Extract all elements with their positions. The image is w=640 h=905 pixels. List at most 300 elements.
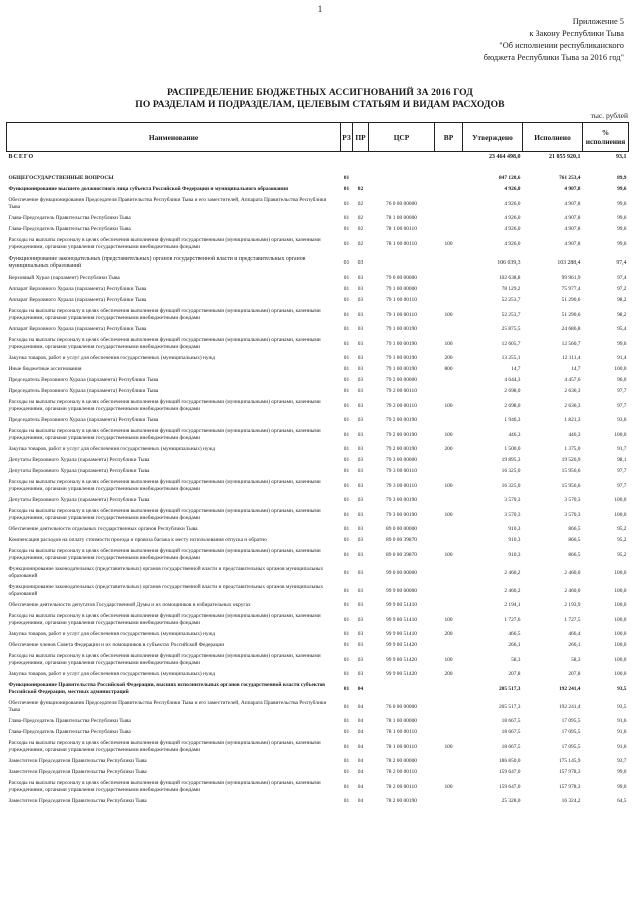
cell-csr: 99 9 00 51410	[386, 602, 417, 608]
cell-approved: 2 460,2	[504, 569, 521, 576]
cell-csr: 78 2 00 00000	[386, 758, 417, 764]
cell-csr: 78 1 00 00000	[386, 215, 417, 221]
cell-rz: 01	[343, 743, 350, 750]
header-vr: ВР	[435, 123, 463, 152]
cell-executed: 1 375,0	[564, 446, 581, 452]
cell-rz: 01	[343, 703, 350, 710]
cell-name: Депутаты Верховного Хурала (парламента) Республики Тыва	[8, 468, 150, 474]
table-row	[7, 600, 629, 611]
cell-pr: 04	[357, 703, 364, 710]
cell-name: Функционирование законодательных (представительных) органов государственной власти и представительных органов муниципальных образований	[8, 256, 306, 269]
cell-vr	[435, 767, 463, 778]
table-row	[7, 698, 629, 716]
table-row	[7, 273, 629, 284]
table-row	[7, 184, 629, 195]
cell-executed: 157 978,3	[558, 783, 581, 790]
cell-csr	[369, 253, 435, 273]
cell-pr: 03	[357, 631, 364, 637]
table-row	[7, 629, 629, 640]
cell-approved: 16 325,0	[501, 468, 521, 474]
cell-approved: 2 698,0	[504, 402, 521, 409]
cell-pr: 03	[357, 497, 364, 503]
cell-executed: 4 907,8	[564, 215, 581, 221]
cell-name: ОБЩЕГОСУДАРСТВЕННЫЕ ВОПРОСЫ	[8, 175, 114, 181]
cell-pr: 03	[357, 656, 364, 663]
cell-name: Аппарат Верховного Хурала (парламента) Республики Тыва	[8, 286, 147, 292]
table-row	[7, 284, 629, 295]
cell-vr	[435, 173, 463, 184]
cell-approved: 58,3	[511, 656, 521, 663]
header-csr: ЦСР	[369, 123, 435, 152]
cell-csr: 78 1 00 00110	[386, 729, 417, 735]
cell-approved: 2 460,2	[504, 587, 521, 594]
appendix-header	[484, 16, 624, 64]
cell-pr: 03	[357, 366, 364, 372]
cell-rz: 01	[343, 366, 350, 372]
cell-executed: 207,8	[568, 671, 581, 677]
cell-executed: 17 095,5	[561, 729, 581, 735]
cell-name: Обеспечение функционирования Председателя Правительства Республики Тыва и его заместителей, Аппарата Правительства Республики Тыва	[8, 700, 327, 713]
cell-csr: 99 0 00 00000	[386, 569, 417, 576]
cell-pr: 03	[357, 537, 364, 543]
cell-vr: 100	[444, 616, 453, 623]
cell-name: Функционирование высшего должностного лица субъекта Российской Федерации и муниципального образования	[8, 186, 289, 192]
cell-pr: 04	[357, 718, 364, 724]
cell-name: Иные бюджетные ассигнования	[8, 366, 82, 372]
cell-vr: 100	[444, 551, 453, 558]
cell-rz: 01	[343, 511, 350, 518]
cell-percent: 100,0	[614, 671, 627, 677]
cell-executed: 21 855 920,1	[549, 154, 581, 160]
cell-approved: 18 667,5	[501, 743, 521, 750]
cell-percent: 97,2	[617, 286, 627, 292]
cell-pr: 03	[357, 551, 364, 558]
cell-pr	[353, 173, 369, 184]
cell-csr: 76 0 00 00000	[386, 200, 417, 207]
cell-name: Глава-Председатель Правительства Республики Тыва	[8, 215, 131, 221]
cell-executed: 446,3	[568, 431, 581, 438]
cell-approved: 18 667,5	[501, 718, 521, 724]
header-approved: Утверждено	[463, 123, 523, 152]
cell-rz: 01	[343, 240, 350, 247]
cell-executed: 266,1	[568, 642, 581, 648]
cell-name: Расходы на выплаты персоналу в целях обеспечения выполнения функций государственными (муниципальными) органами, казенными учреждениями, органами управления государственными внебюджетными фондами	[8, 337, 321, 350]
cell-pr: 03	[357, 355, 364, 361]
cell-rz: 01	[343, 798, 350, 804]
cell-vr	[435, 600, 463, 611]
cell-executed: 3 570,3	[564, 511, 581, 518]
cell-percent: 99,6	[617, 240, 627, 247]
cell-percent: 98,2	[617, 297, 627, 303]
cell-name: Расходы на выплаты персоналу в целях обеспечения выполнения функций государственными (муниципальными) органами, казенными учреждениями, органами управления государственными внебюджетными фондами	[8, 428, 321, 441]
cell-executed: 2 193,9	[564, 602, 581, 608]
table-row	[7, 495, 629, 506]
cell-executed: 1 821,3	[564, 417, 581, 423]
cell-approved: 446,3	[508, 431, 521, 438]
cell-approved: 2 698,0	[504, 388, 521, 394]
cell-percent: 99,6	[617, 200, 627, 207]
cell-approved: 4 926,0	[504, 240, 521, 247]
cell-percent: 100,0	[614, 366, 627, 372]
cell-rz: 01	[343, 769, 350, 775]
cell-executed: 192 241,4	[558, 685, 581, 692]
cell-vr	[435, 582, 463, 600]
budget-table	[6, 122, 629, 807]
cell-rz: 01	[343, 551, 350, 558]
table-row	[7, 716, 629, 727]
table-row	[7, 444, 629, 455]
cell-pr: 03	[357, 388, 364, 394]
cell-rz: 01	[343, 215, 350, 221]
cell-vr: 200	[444, 631, 453, 637]
table-row	[7, 535, 629, 546]
cell-vr	[435, 295, 463, 306]
cell-approved: 4 926,0	[504, 186, 521, 192]
cell-executed: 4 907,8	[564, 226, 581, 232]
cell-percent: 100,0	[614, 569, 627, 576]
table-row	[7, 524, 629, 535]
table-row	[7, 235, 629, 253]
cell-pr: 03	[357, 587, 364, 594]
cell-rz: 01	[343, 446, 350, 452]
header-name: Наименование	[7, 123, 341, 152]
cell-executed: 75 977,4	[561, 286, 581, 292]
cell-executed: 4 457,6	[564, 377, 581, 383]
cell-csr: 79 1 00 00190	[386, 326, 417, 332]
cell-approved: 14,7	[511, 366, 521, 372]
cell-percent: 97,7	[617, 388, 627, 394]
cell-csr: 79 2 00 00110	[386, 402, 417, 409]
cell-executed: 866,5	[568, 526, 581, 532]
cell-rz: 01	[343, 671, 350, 677]
table-row	[7, 506, 629, 524]
cell-approved: 1 500,0	[504, 446, 521, 452]
cell-rz: 01	[343, 355, 350, 361]
cell-pr: 02	[357, 215, 364, 221]
cell-csr	[369, 152, 435, 164]
cell-name: Расходы на выплаты персоналу в целях обеспечения выполнения функций государственными (муниципальными) органами, казенными учреждениями, органами управления государственными внебюджетными фондами	[8, 780, 321, 793]
cell-pr	[353, 152, 369, 164]
cell-csr: 89 0 00 39870	[386, 551, 417, 558]
table-row	[7, 546, 629, 564]
cell-percent: 97,7	[617, 482, 627, 489]
cell-executed: 24 686,8	[561, 326, 581, 332]
cell-pr: 03	[357, 511, 364, 518]
table-row	[7, 415, 629, 426]
table-row	[7, 324, 629, 335]
cell-pr: 04	[357, 769, 364, 775]
cell-vr	[435, 698, 463, 716]
cell-csr: 79 1 00 00190	[386, 355, 417, 361]
cell-name: Глава-Председатель Правительства Республики Тыва	[8, 729, 131, 735]
cell-percent: 95,2	[617, 551, 627, 558]
cell-name: Заместители Председателя Правительства Республики Тыва	[8, 769, 147, 775]
cell-name: Верховный Хурал (парламент) Республики Тыва	[8, 275, 120, 281]
cell-name: Глава-Председатель Правительства Республики Тыва	[8, 718, 131, 724]
cell-percent: 98,1	[617, 457, 627, 463]
cell-name: Закупка товаров, работ и услуг для обеспечения государственных (муниципальных) нужд	[8, 631, 216, 637]
cell-pr: 03	[357, 259, 364, 266]
cell-pr: 03	[357, 457, 364, 463]
cell-csr: 99 9 00 51420	[386, 671, 417, 677]
cell-vr	[435, 524, 463, 535]
cell-name: Председатель Верховного Хурала (парламента) Республики Тыва	[8, 388, 159, 394]
cell-vr	[435, 680, 463, 698]
cell-name: Расходы на выплаты персоналу в целях обеспечения выполнения функций государственными (муниципальными) органами, казенными учреждениями, органами управления государственными внебюджетными фондами	[8, 308, 321, 321]
header-percent-label: исполнения	[585, 137, 626, 146]
cell-executed: 15 956,6	[561, 482, 581, 489]
cell-name: Расходы на выплаты персоналу в целях обеспечения выполнения функций государственными (муниципальными) органами, казенными учреждениями, органами управления государственными внебюджетными фондами	[8, 479, 321, 492]
cell-pr: 03	[357, 311, 364, 318]
cell-rz: 01	[343, 286, 350, 292]
cell-name: Расходы на выплаты персоналу в целях обеспечения выполнения функций государственными (муниципальными) органами, казенными учреждениями, органами управления государственными внебюджетными фондами	[8, 740, 321, 753]
cell-executed: 192 241,4	[558, 703, 581, 710]
cell-approved: 205 517,3	[498, 685, 521, 692]
cell-name: ВСЕГО	[8, 154, 35, 160]
cell-pr: 03	[357, 671, 364, 677]
units-label: тыс. рублей	[590, 111, 628, 120]
cell-executed: 761 253,4	[558, 175, 581, 181]
cell-approved: 205 517,3	[498, 703, 521, 710]
cell-vr: 100	[444, 482, 453, 489]
cell-name: Функционирование законодательных (представительных) органов государственной власти и представительных органов муниципальных образований	[8, 584, 324, 597]
cell-approved: 4 926,0	[504, 215, 521, 221]
cell-executed: 14,7	[571, 366, 581, 372]
cell-vr: 100	[444, 431, 453, 438]
cell-rz: 01	[343, 497, 350, 503]
cell-approved: 4 926,0	[504, 226, 521, 232]
cell-approved: 159 647,0	[498, 783, 521, 790]
cell-rz: 01	[343, 587, 350, 594]
cell-executed: 15 956,6	[561, 468, 581, 474]
table-header-row	[7, 123, 629, 152]
cell-percent: 100,0	[614, 497, 627, 503]
cell-pr: 03	[357, 642, 364, 648]
cell-name: Закупка товаров, работ и услуг для обеспечения государственных (муниципальных) нужд	[8, 355, 216, 361]
cell-pr: 03	[357, 616, 364, 623]
cell-percent: 95,4	[617, 326, 627, 332]
cell-executed: 51 290,6	[561, 297, 581, 303]
cell-vr: 800	[444, 366, 453, 372]
cell-rz: 01	[343, 311, 350, 318]
table-row	[7, 353, 629, 364]
cell-pr: 03	[357, 286, 364, 292]
cell-pr: 03	[357, 377, 364, 383]
cell-executed: 2 460,0	[564, 587, 581, 594]
cell-vr	[435, 253, 463, 273]
table-row	[7, 426, 629, 444]
cell-rz: 01	[343, 175, 350, 181]
cell-percent: 93,1	[616, 154, 627, 160]
cell-vr: 100	[444, 340, 453, 347]
cell-executed: 12 111,4	[562, 355, 581, 361]
cell-name: Обеспечение деятельности отдельных государственных органов Республики Тыва	[8, 526, 198, 532]
cell-name: Председатель Верховного Хурала (парламента) Республики Тыва	[8, 417, 159, 423]
cell-csr: 99 9 00 51410	[386, 616, 417, 623]
cell-percent: 100,0	[614, 511, 627, 518]
cell-executed: 17 095,5	[561, 718, 581, 724]
cell-vr	[435, 213, 463, 224]
cell-rz: 01	[343, 569, 350, 576]
cell-executed: 103 288,4	[557, 259, 581, 266]
cell-percent: 99,6	[617, 215, 627, 221]
cell-rz: 01	[343, 275, 350, 281]
cell-name: Расходы на выплаты персоналу в целях обеспечения выполнения функций государственными (муниципальными) органами, казенными учреждениями, органами управления государственными внебюджетными фондами	[8, 548, 321, 561]
cell-rz: 01	[343, 457, 350, 463]
cell-name: Закупка товаров, работ и услуг для обеспечения государственных (муниципальных) нужд	[8, 446, 216, 452]
title-line: РАСПРЕДЕЛЕНИЕ БЮДЖЕТНЫХ АССИГНОВАНИЙ ЗА 2016 ГОД	[167, 87, 473, 98]
appendix-line: Приложение 5	[572, 17, 624, 26]
table-body	[7, 152, 629, 808]
cell-executed: 12 560,7	[561, 340, 581, 347]
cell-approved: 910,3	[508, 537, 521, 543]
cell-percent: 100,0	[614, 602, 627, 608]
cell-percent: 89,9	[617, 175, 627, 181]
table-row	[7, 738, 629, 756]
table-row	[7, 727, 629, 738]
table-row	[7, 669, 629, 680]
cell-vr	[435, 386, 463, 397]
cell-vr	[435, 455, 463, 466]
table-row	[7, 295, 629, 306]
table-row	[7, 386, 629, 397]
cell-csr: 78 2 00 00110	[386, 769, 417, 775]
cell-pr: 03	[357, 569, 364, 576]
cell-approved: 1 727,6	[504, 616, 521, 623]
cell-executed: 51 290,6	[561, 311, 581, 318]
cell-approved: 106 039,3	[497, 259, 521, 266]
cell-csr: 99 9 00 00000	[386, 587, 417, 594]
cell-rz: 01	[343, 685, 350, 692]
appendix-line: бюджета Республики Тыва за 2016 год"	[483, 53, 624, 62]
table-row	[7, 564, 629, 582]
cell-vr: 100	[444, 402, 453, 409]
cell-approved: 52 253,7	[501, 311, 521, 318]
cell-executed: 58,3	[571, 656, 581, 663]
cell-vr	[435, 324, 463, 335]
cell-rz: 01	[343, 526, 350, 532]
cell-rz: 01	[343, 482, 350, 489]
header-percent-sign: %	[601, 128, 610, 137]
cell-csr: 99 9 00 51410	[386, 631, 417, 637]
cell-name: Заместители Председателя Правительства Республики Тыва	[8, 758, 147, 764]
table-row	[7, 213, 629, 224]
cell-approved: 12 605,7	[501, 340, 521, 347]
cell-vr	[435, 796, 463, 807]
cell-executed: 866,5	[568, 537, 581, 543]
cell-rz: 01	[343, 718, 350, 724]
cell-vr: 200	[444, 671, 453, 677]
table-row	[7, 611, 629, 629]
cell-name: Депутаты Верховного Хурала (парламента) Республики Тыва	[8, 497, 150, 503]
cell-executed: 99 961,9	[561, 275, 581, 281]
header-executed: Исполнено	[523, 123, 583, 152]
table-container	[0, 122, 640, 905]
cell-pr: 03	[357, 297, 364, 303]
cell-approved: 4 926,0	[504, 200, 521, 207]
cell-percent: 99,0	[617, 769, 627, 775]
cell-executed: 866,5	[568, 551, 581, 558]
cell-csr: 79 2 00 00110	[386, 388, 417, 394]
cell-csr: 79 1 00 00190	[386, 340, 417, 347]
cell-rz: 01	[343, 402, 350, 409]
cell-vr	[435, 640, 463, 651]
cell-approved: 25 875,5	[501, 326, 521, 332]
cell-executed: 2 636,3	[564, 388, 581, 394]
cell-pr: 02	[357, 240, 364, 247]
cell-pr: 02	[357, 186, 364, 192]
cell-vr: 100	[444, 783, 453, 790]
cell-csr: 79 1 00 00110	[386, 311, 417, 318]
cell-vr	[435, 224, 463, 235]
cell-pr: 02	[357, 226, 364, 232]
cell-vr	[435, 564, 463, 582]
cell-approved: 4 644,3	[504, 377, 521, 383]
cell-rz: 01	[343, 642, 350, 648]
cell-rz: 01	[343, 631, 350, 637]
table-row	[7, 397, 629, 415]
cell-vr	[435, 184, 463, 195]
cell-percent: 99,6	[617, 186, 627, 192]
cell-vr: 100	[444, 511, 453, 518]
cell-pr: 03	[357, 482, 364, 489]
cell-rz: 01	[343, 729, 350, 735]
cell-pr: 04	[357, 758, 364, 764]
cell-name: Расходы на выплаты персоналу в целях обеспечения выполнения функций государственными (муниципальными) органами, казенными учреждениями, органами управления государственными внебюджетными фондами	[8, 653, 321, 666]
cell-pr: 03	[357, 446, 364, 452]
cell-csr: 78 1 00 00000	[386, 718, 417, 724]
cell-vr: 100	[444, 656, 453, 663]
table-row	[7, 778, 629, 796]
cell-csr: 79 3 00 00110	[386, 468, 417, 474]
cell-vr	[435, 727, 463, 738]
table-row	[7, 796, 629, 807]
table-row	[7, 466, 629, 477]
cell-approved: 3 570,3	[504, 511, 521, 518]
cell-approved: 847 120,6	[498, 175, 521, 181]
cell-executed: 157 978,3	[558, 769, 581, 775]
cell-rz: 01	[343, 186, 350, 192]
table-total-row	[7, 152, 629, 164]
cell-percent: 99,0	[617, 783, 627, 790]
cell-csr: 78 2 00 00190	[386, 798, 417, 804]
cell-csr: 79 1 00 00110	[386, 297, 417, 303]
table-row	[7, 364, 629, 375]
table-row	[7, 640, 629, 651]
cell-csr: 89 0 00 00000	[386, 526, 417, 532]
table-row	[7, 582, 629, 600]
cell-percent: 95,2	[617, 526, 627, 532]
cell-approved: 910,3	[508, 526, 521, 532]
cell-csr: 79 3 00 00000	[386, 457, 417, 463]
cell-percent: 91,6	[617, 718, 627, 724]
cell-csr: 79 3 00 00190	[386, 511, 417, 518]
cell-csr: 79 2 00 00190	[386, 431, 417, 438]
document-title	[0, 87, 640, 111]
cell-csr: 78 2 00 00110	[386, 783, 417, 790]
cell-pr: 03	[357, 431, 364, 438]
cell-vr: 200	[444, 355, 453, 361]
cell-name: Аппарат Верховного Хурала (парламента) Республики Тыва	[8, 326, 147, 332]
cell-rz: 01	[343, 758, 350, 764]
cell-name: Расходы на выплаты персоналу в целях обеспечения выполнения функций государственными (муниципальными) органами, казенными учреждениями, органами управления государственными внебюджетными фондами	[8, 237, 321, 250]
cell-name: Председатель Верховного Хурала (парламента) Республики Тыва	[8, 377, 159, 383]
cell-executed: 19 526,9	[561, 457, 581, 463]
table-row	[7, 306, 629, 324]
cell-csr: 79 2 00 00000	[386, 377, 417, 383]
cell-percent: 100,0	[614, 431, 627, 438]
cell-csr: 76 0 00 00000	[386, 703, 417, 710]
